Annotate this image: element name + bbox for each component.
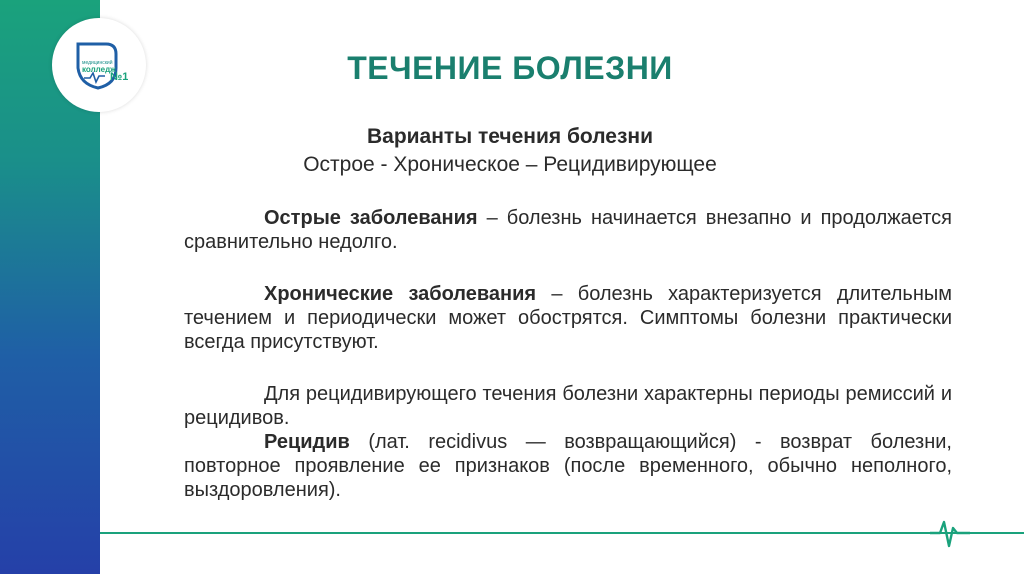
slide-title: ТЕЧЕНИЕ БОЛЕЗНИ [347, 50, 673, 86]
relapse-text: (лат. recidivus — возвращающийся) - возврат болезни, повторное проявление ее признаков (после временного, обычно неполного, выздоровления). [184, 431, 952, 501]
chronic-term: Хронические заболевания [264, 283, 537, 305]
acute-term: Острые заболевания [264, 207, 478, 229]
bottom-divider [100, 532, 1024, 534]
relapse-term: Рецидив [264, 431, 350, 453]
logo-text-main: колледж [82, 65, 116, 74]
recurrent-paragraph [184, 382, 952, 430]
subtitle-variants: Острое - Хроническое – Рецидивирующее [303, 153, 717, 176]
acute-paragraph [184, 206, 952, 254]
logo-shield-icon [72, 40, 128, 92]
chronic-text: – болезнь характеризуется длительным течением и периодически может обострятся. Симптомы болезни практически всегда присутствуют. [184, 283, 952, 353]
logo-text-num: №1 [110, 71, 128, 83]
college-logo [52, 18, 146, 112]
subtitle: Варианты течения болезни [366, 125, 654, 148]
chronic-paragraph [184, 282, 952, 354]
relapse-paragraph [184, 430, 952, 502]
recurrent-text: Для рецидивирующего течения болезни характерны периоды ремиссий и рецидивов. [184, 383, 952, 429]
heartbeat-icon [930, 516, 970, 550]
logo-text-small: медицинский [82, 60, 113, 66]
acute-text: – болезнь начинается внезапно и продолжается сравнительно недолго. [184, 207, 952, 253]
